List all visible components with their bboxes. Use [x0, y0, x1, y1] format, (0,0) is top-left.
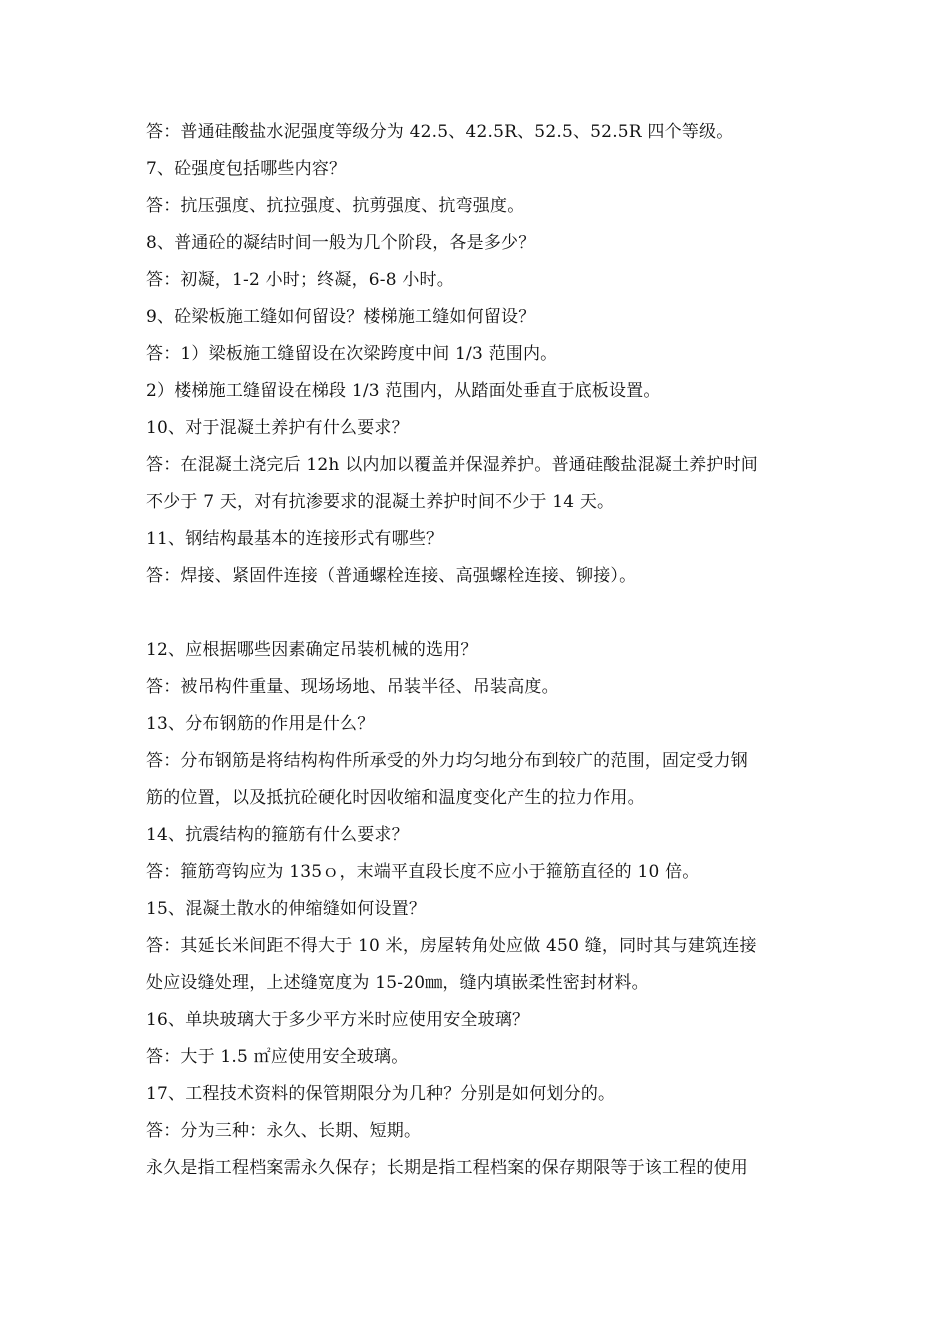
question-line: 13、分布钢筋的作用是什么？	[146, 714, 375, 734]
question-line: 10、对于混凝土养护有什么要求？	[146, 418, 409, 438]
question-line: 7、砼强度包括哪些内容？	[146, 159, 347, 179]
answer-line: 答：分布钢筋是将结构构件所承受的外力均匀地分布到较广的范围，固定受力钢	[146, 751, 748, 771]
question-line: 9、砼梁板施工缝如何留设？楼梯施工缝如何留设？	[146, 307, 536, 327]
answer-line: 答：箍筋弯钩应为 135ｏ，末端平直段长度不应小于箍筋直径的 10 倍。	[146, 862, 700, 882]
answer-line: 处应设缝处理，上述缝宽度为 15-20㎜，缝内填嵌柔性密封材料。	[146, 973, 649, 993]
question-line: 14、抗震结构的箍筋有什么要求？	[146, 825, 409, 845]
answer-line: 筋的位置，以及抵抗砼硬化时因收缩和温度变化产生的拉力作用。	[146, 788, 645, 808]
answer-line: 答：被吊构件重量、现场场地、吊装半径、吊装高度。	[146, 677, 559, 697]
answer-line: 答：抗压强度、抗拉强度、抗剪强度、抗弯强度。	[146, 196, 525, 216]
answer-line: 永久是指工程档案需永久保存；长期是指工程档案的保存期限等于该工程的使用	[146, 1158, 748, 1178]
question-line: 12、应根据哪些因素确定吊装机械的选用？	[146, 640, 478, 660]
answer-line: 答：1）梁板施工缝留设在次梁跨度中间 1/3 范围内。	[146, 344, 558, 364]
text-line: 答：普通硅酸盐水泥强度等级分为 42.5、42.5R、52.5、52.5R 四个等级。	[146, 122, 734, 142]
question-line: 15、混凝土散水的伸缩缝如何设置？	[146, 899, 427, 919]
question-line: 17、工程技术资料的保管期限分为几种？分别是如何划分的。	[146, 1084, 616, 1104]
question-line: 11、钢结构最基本的连接形式有哪些？	[146, 529, 444, 549]
question-line: 8、普通砼的凝结时间一般为几个阶段，各是多少？	[146, 233, 536, 253]
answer-line: 答：在混凝土浇完后 12h 以内加以覆盖并保湿养护。普通硅酸盐混凝土养护时间	[146, 455, 758, 475]
answer-line: 答：大于 1.5 ㎡应使用安全玻璃。	[146, 1047, 409, 1067]
answer-line: 2）楼梯施工缝留设在梯段 1/3 范围内，从踏面处垂直于底板设置。	[146, 381, 661, 401]
document-body	[146, 114, 814, 1187]
answer-line: 答：其延长米间距不得大于 10 米，房屋转角处应做 450 缝，同时其与建筑连接	[146, 936, 757, 956]
blank-line	[146, 595, 814, 632]
answer-line: 答：分为三种：永久、长期、短期。	[146, 1121, 422, 1141]
answer-line: 不少于 7 天，对有抗渗要求的混凝土养护时间不少于 14 天。	[146, 492, 615, 512]
question-line: 16、单块玻璃大于多少平方米时应使用安全玻璃？	[146, 1010, 530, 1030]
answer-line: 答：初凝，1-2 小时；终凝，6-8 小时。	[146, 270, 454, 290]
answer-line: 答：焊接、紧固件连接（普通螺栓连接、高强螺栓连接、铆接）。	[146, 566, 637, 586]
